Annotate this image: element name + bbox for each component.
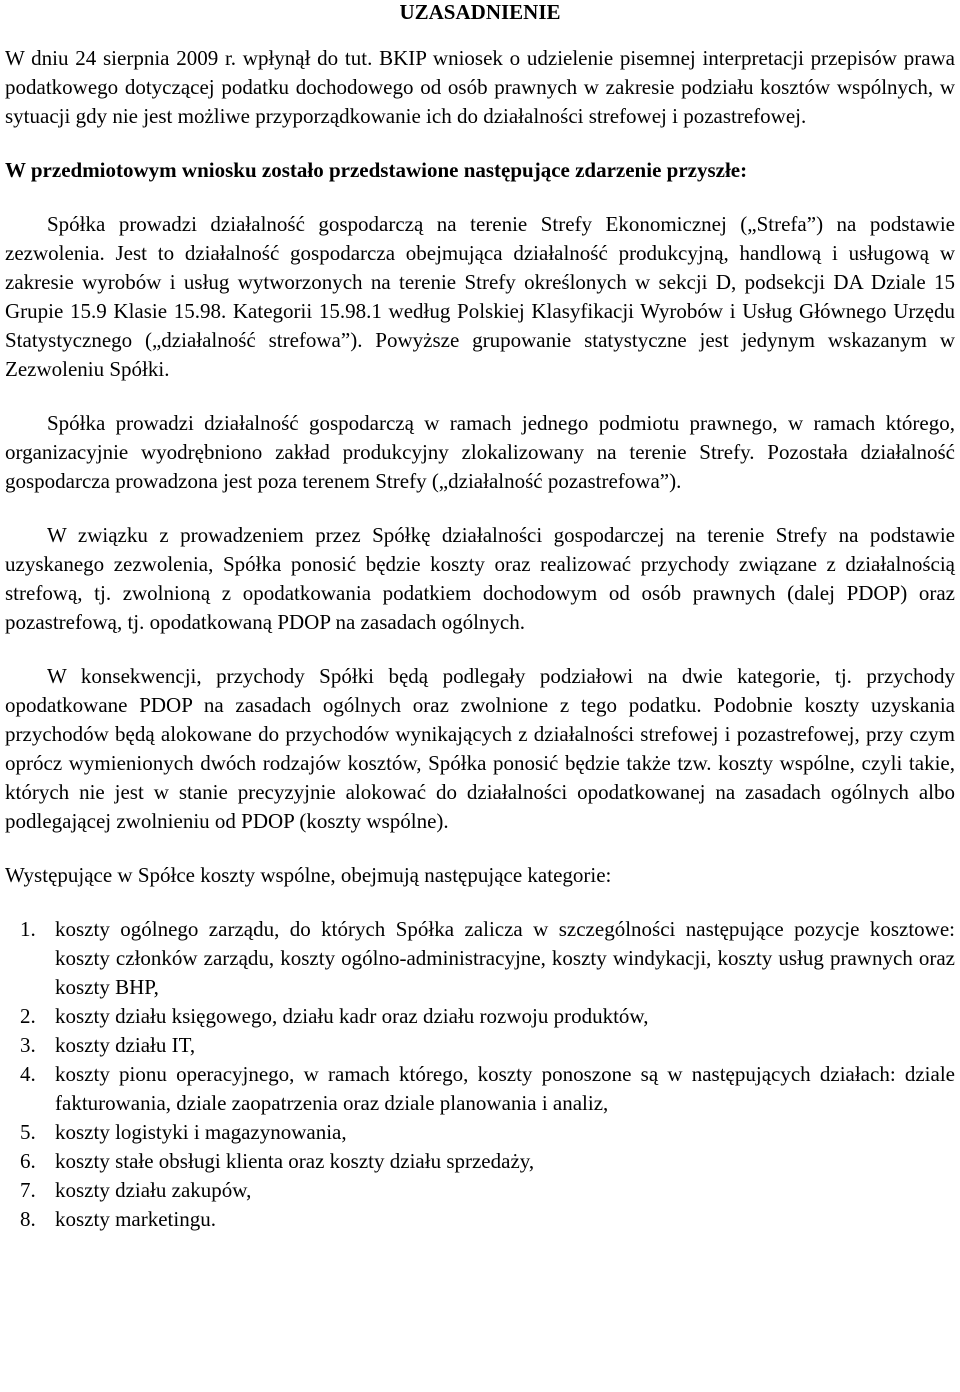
paragraph-1: Spółka prowadzi działalność gospodarczą na terenie Strefy Ekonomicznej („Strefa”) na podstawie zezwolenia. Jest to działalność gospodarcza obejmująca działalność produkcyjną, handlową i usługową w zakresie wyrobów i usług wytworzonych na terenie Strefy określonych w sekcji D, podsekcji DA Dziale 15 Grupie 15.9 Klasie 15.98. Kategorii 15.98.1 według Polskiej Klasyfikacji Wyrobów i Usług Głównego Urzędu Statystycznego („działalność strefowa”). Powyższe grupowanie statystyczne jest jedynym wskazanym w Zezwoleniu Spółki.: [5, 212, 955, 381]
list-item-number: 6.: [20, 1149, 36, 1173]
document-title: UZASADNIENIE: [399, 0, 561, 24]
spacer: [5, 637, 955, 662]
paragraph-2: Spółka prowadzi działalność gospodarczą w ramach jednego podmiotu prawnego, w ramach którego, organizacyjnie wyodrębniono zakład produkcyjny zlokalizowany na terenie Strefy. Pozostała działalność gospodarcza prowadzona jest poza terenem Strefy („działalność pozastrefowa”).: [5, 411, 955, 493]
paragraph-4: W konsekwencji, przychody Spółki będą podlegały podziałowi na dwie kategorie, tj. przychody opodatkowane PDOP na zasadach ogólnych oraz zwolnione z tego podatku. Podobnie koszty uzyskania przychodów będą alokowane do przychodów wynikających z działalności strefowej i pozastrefowej, przy czym oprócz wymienionych dwóch rodzajów kosztów, Spółka ponosić będzie także tzw. koszty wspólne, czyli takie, których nie jest w stanie precyzyjnie alokować do działalności opodatkowanej na zasadach ogólnych albo podlegającej zwolnieniu od PDOP (koszty wspólne).: [5, 664, 955, 833]
list-item-text: koszty działu zakupów,: [55, 1178, 252, 1202]
list-item: [5, 1205, 955, 1234]
list-item: [5, 1060, 955, 1118]
paragraph-3: W związku z prowadzeniem przez Spółkę działalności gospodarczej na terenie Strefy na podstawie uzyskanego zezwolenia, Spółka ponosić będzie koszty oraz realizować przychody związane z działalnością strefową, tj. zwolnioną z opodatkowania podatkiem dochodowym od osób prawnych (dalej PDOP) oraz pozastrefową, tj. opodatkowaną PDOP na zasadach ogólnych.: [5, 523, 955, 634]
list-item: [5, 1118, 955, 1147]
list-item-number: 1.: [20, 917, 36, 941]
categories-intro: Występujące w Spółce koszty wspólne, obejmują następujące kategorie:: [5, 863, 612, 887]
list-item-number: 7.: [20, 1178, 36, 1202]
list-item-text: koszty marketingu.: [55, 1207, 216, 1231]
list-item: [5, 915, 955, 1002]
list-item-text: koszty pionu operacyjnego, w ramach którego, koszty ponoszone są w następujących działach: dziale fakturowania, dziale zaopatrzenia oraz dziale planowania i analiz,: [55, 1062, 955, 1115]
list-item: [5, 1147, 955, 1176]
list-item-number: 5.: [20, 1120, 36, 1144]
facts-heading: W przedmiotowym wniosku zostało przedstawione następujące zdarzenie przyszłe:: [5, 158, 748, 182]
list-item-number: 2.: [20, 1004, 36, 1028]
list-item-text: koszty logistyki i magazynowania,: [55, 1120, 347, 1144]
list-item-text: koszty działu księgowego, działu kadr oraz działu rozwoju produktów,: [55, 1004, 649, 1028]
spacer: [5, 836, 955, 861]
list-item: [5, 1002, 955, 1031]
spacer: [5, 185, 955, 210]
document-page: [5, 0, 955, 1234]
list-item-text: koszty działu IT,: [55, 1033, 196, 1057]
intro-paragraph: W dniu 24 sierpnia 2009 r. wpłynął do tut. BKIP wniosek o udzielenie pisemnej interpretacji przepisów prawa podatkowego dotyczącej podatku dochodowego od osób prawnych w zakresie podziału kosztów wspólnych, w sytuacji gdy nie jest możliwe przyporządkowanie ich do działalności strefowej i pozastrefowej.: [5, 46, 955, 128]
list-item-number: 4.: [20, 1062, 36, 1086]
list-item: [5, 1031, 955, 1060]
list-item-text: koszty stałe obsługi klienta oraz koszty działu sprzedaży,: [55, 1149, 535, 1173]
spacer: [5, 24, 955, 44]
categories-list: [5, 915, 955, 1234]
list-item-number: 3.: [20, 1033, 36, 1057]
spacer: [5, 384, 955, 409]
list-item-number: 8.: [20, 1207, 36, 1231]
list-item-text: koszty ogólnego zarządu, do których Spółka zalicza w szczególności następujące pozycje kosztowe: koszty członków zarządu, koszty ogólno-administracyjne, koszty windykacji, koszty usług prawnych oraz koszty BHP,: [55, 917, 955, 999]
list-item: [5, 1176, 955, 1205]
spacer: [5, 496, 955, 521]
spacer: [5, 131, 955, 156]
spacer: [5, 890, 955, 915]
